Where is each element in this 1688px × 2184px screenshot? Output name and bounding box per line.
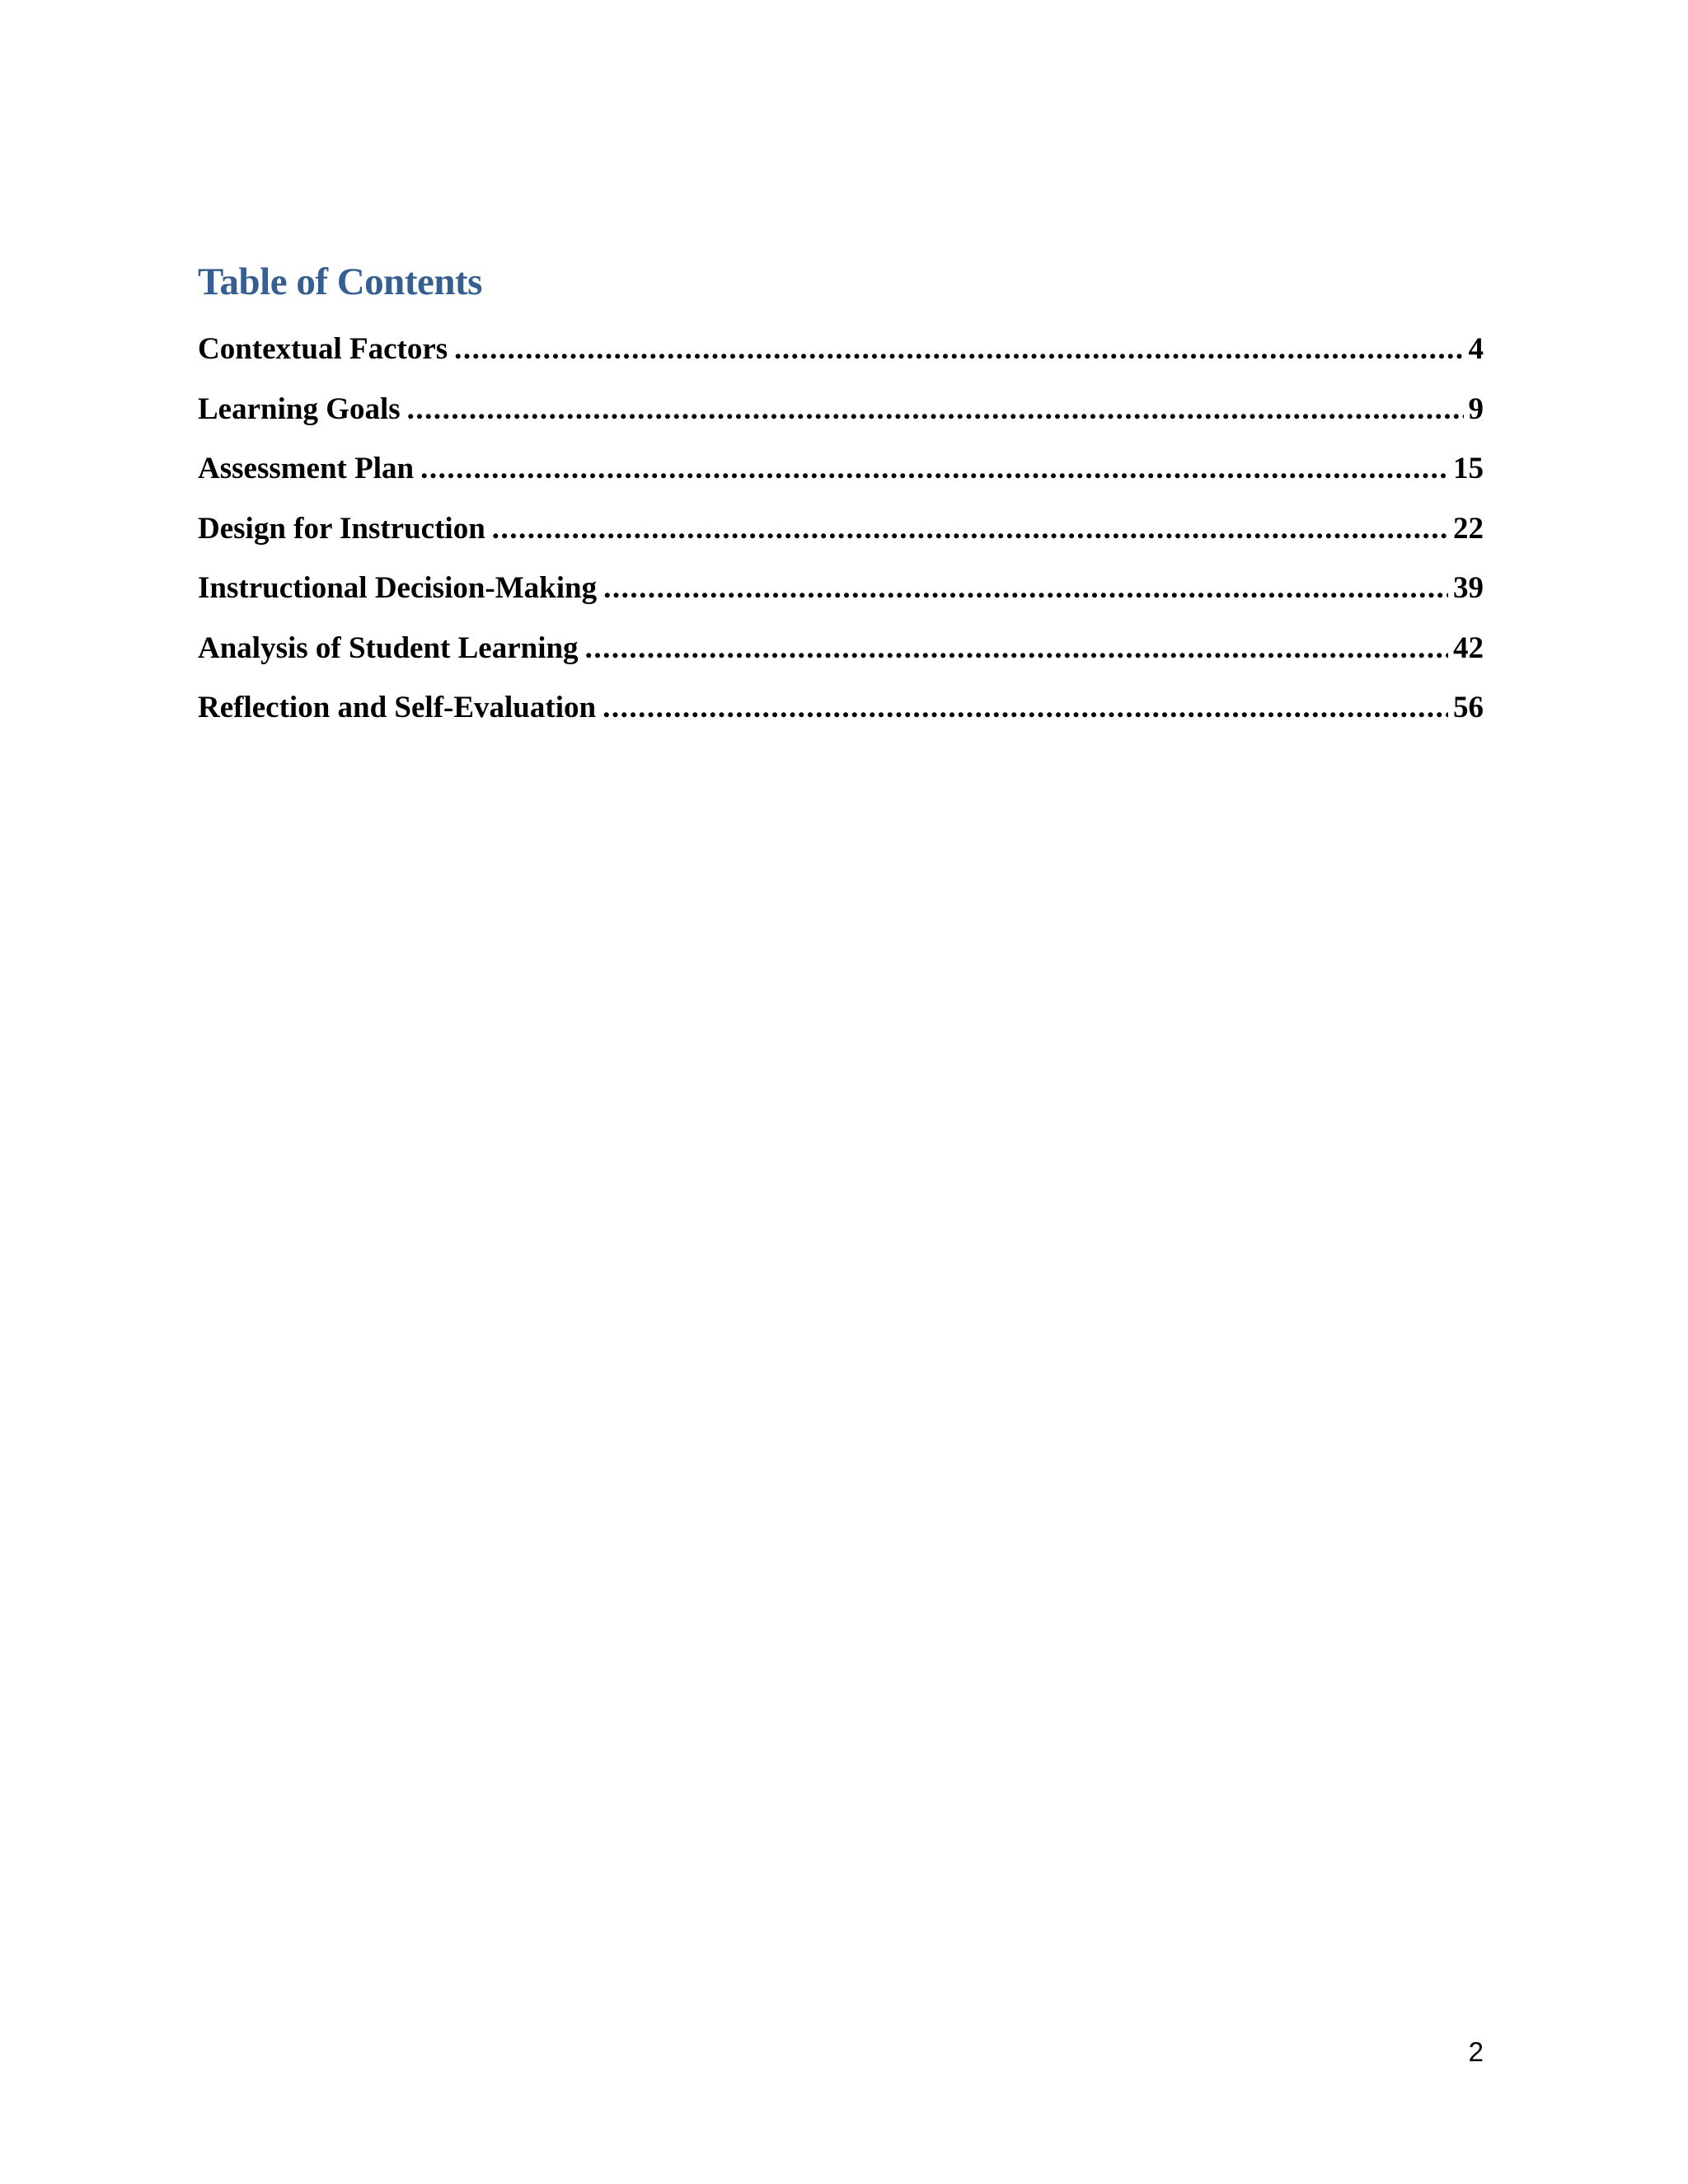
toc-dot-leader bbox=[492, 509, 1448, 549]
page-number: 2 bbox=[1468, 2036, 1484, 2067]
toc-entry-page: 22 bbox=[1453, 511, 1484, 546]
toc-dot-leader bbox=[420, 449, 1448, 489]
toc-entry-page: 42 bbox=[1453, 630, 1484, 665]
toc-entry-label: Assessment Plan bbox=[198, 452, 415, 485]
toc-entry-learning-goals[interactable] bbox=[198, 390, 1484, 450]
toc-entry-reflection-and-self-evaluation[interactable] bbox=[198, 688, 1484, 748]
toc-dot-leader bbox=[454, 330, 1463, 369]
toc-entry-label: Contextual Factors bbox=[198, 332, 448, 366]
toc-entry-label: Design for Instruction bbox=[198, 511, 485, 546]
toc-dot-leader bbox=[407, 390, 1464, 429]
toc-dot-leader bbox=[603, 569, 1448, 608]
toc-entry-instructional-decision-making[interactable] bbox=[198, 569, 1484, 629]
toc-dot-leader bbox=[585, 629, 1448, 668]
toc-dot-leader bbox=[603, 688, 1448, 728]
toc-entry-assessment-plan[interactable] bbox=[198, 449, 1484, 509]
toc-entry-label: Learning Goals bbox=[198, 391, 401, 426]
toc-entry-page: 39 bbox=[1453, 571, 1484, 605]
toc-entry-analysis-of-student-learning[interactable] bbox=[198, 629, 1484, 689]
toc-entry-label: Analysis of Student Learning bbox=[198, 630, 579, 665]
toc-entry-design-for-instruction[interactable] bbox=[198, 509, 1484, 569]
toc-entry-label: Instructional Decision-Making bbox=[198, 571, 598, 605]
toc-entry-page: 9 bbox=[1468, 391, 1484, 426]
toc-entry-page: 4 bbox=[1468, 332, 1484, 366]
toc-entry-contextual-factors[interactable] bbox=[198, 330, 1484, 390]
toc-list bbox=[198, 330, 1484, 748]
toc-entry-page: 15 bbox=[1453, 452, 1484, 485]
toc-heading: Table of Contents bbox=[198, 260, 482, 303]
toc-entry-label: Reflection and Self-Evaluation bbox=[198, 691, 597, 724]
toc-entry-page: 56 bbox=[1453, 691, 1484, 724]
